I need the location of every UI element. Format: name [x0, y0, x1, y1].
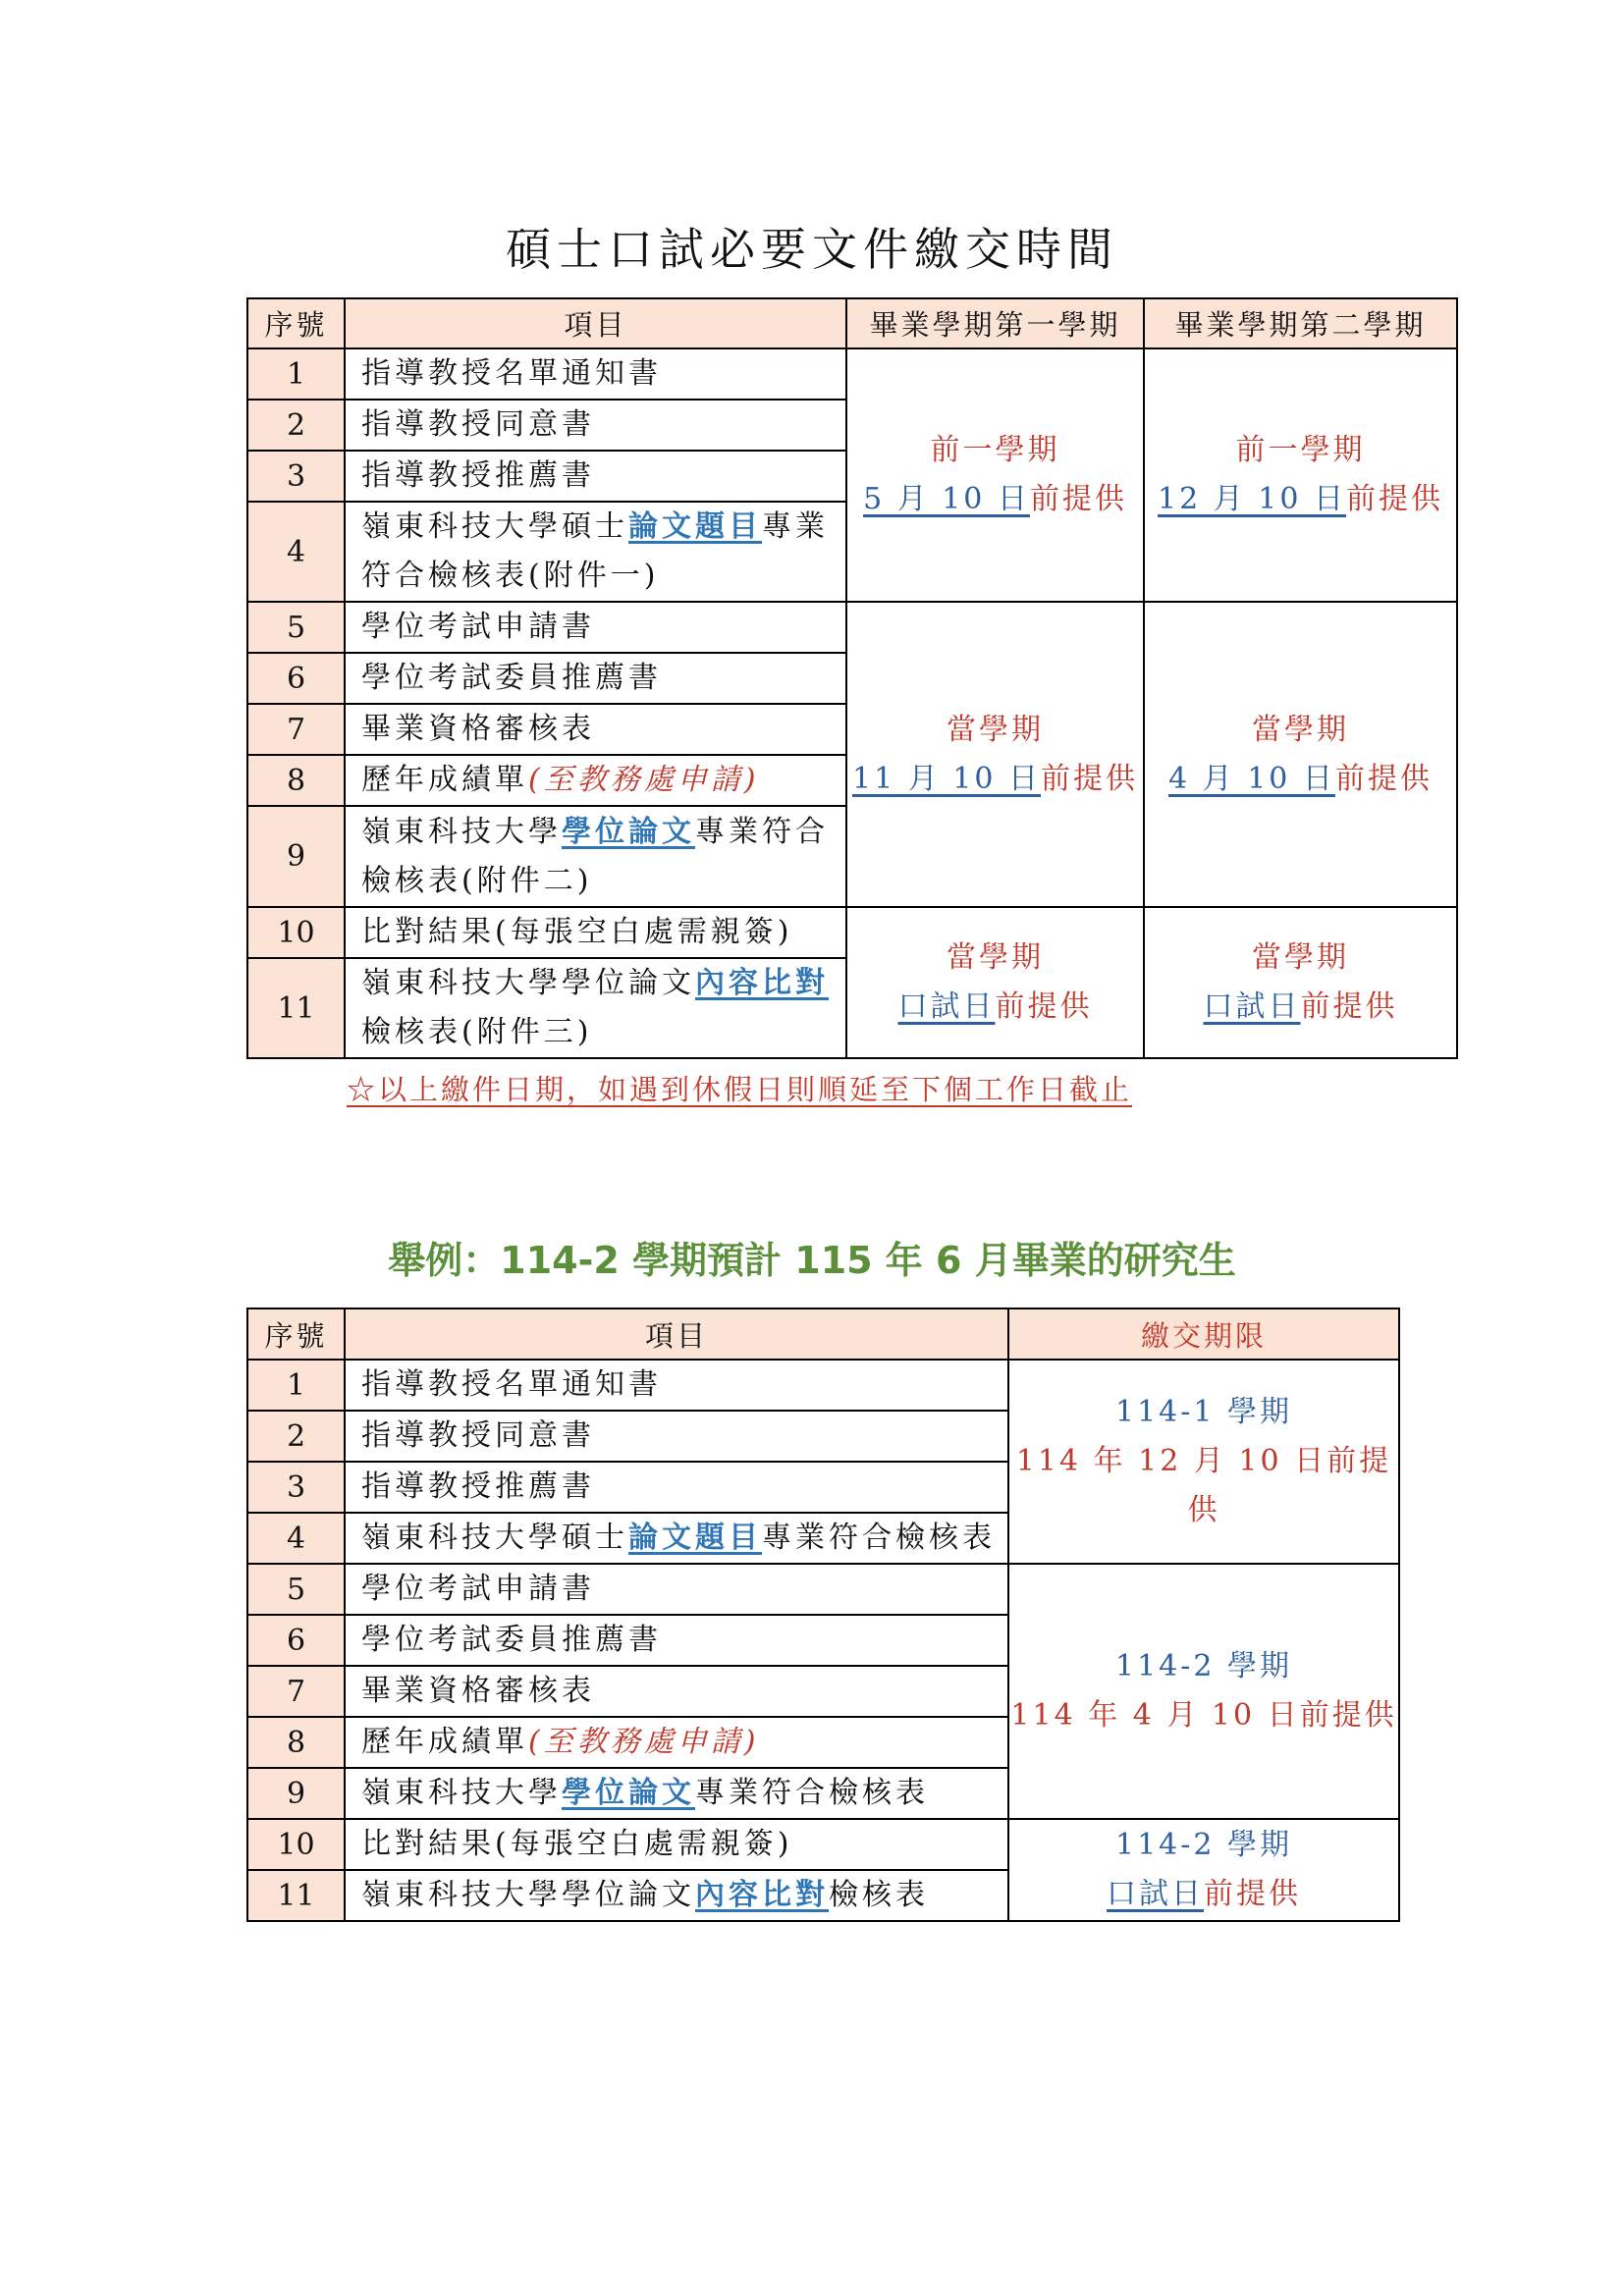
- deadline-first-group1: [846, 348, 1144, 602]
- keyword: 學位論文: [562, 1776, 695, 1810]
- deadline-suffix: 前提供: [1345, 482, 1443, 516]
- deadline-date: 12 月 10 日: [1158, 482, 1346, 516]
- keyword: 學位論文: [562, 814, 695, 849]
- row-item: 嶺東科技大學學位論文內容比對檢核表: [345, 1870, 1008, 1921]
- table-header-row: [247, 1308, 1399, 1360]
- keyword: 論文題目: [628, 509, 762, 544]
- deadline-date: 114 年 4 月 10 日前提供: [1010, 1698, 1397, 1733]
- page-title: 碩士口試必要文件繳交時間: [506, 223, 1118, 276]
- deadline-term: 當學期: [1252, 940, 1349, 975]
- header-deadline: 繳交期限: [1008, 1308, 1399, 1360]
- deadline-second-group3: [1144, 907, 1457, 1058]
- table-header-row: [247, 298, 1457, 348]
- row-item: 嶺東科技大學學位論文內容比對檢核表(附件三): [345, 958, 846, 1058]
- row-number: 7: [247, 704, 345, 755]
- deadline-suffix: 前提供: [1040, 761, 1138, 796]
- deadline-term: 當學期: [947, 712, 1044, 747]
- row-number: 7: [247, 1666, 345, 1717]
- deadline-suffix: 前提供: [1334, 761, 1433, 796]
- deadline-term: 114-2 學期: [1114, 1649, 1293, 1683]
- deadline-date: 口試日: [1107, 1877, 1204, 1911]
- row-number: 1: [247, 1360, 345, 1411]
- deadline-date: 114 年 12 月 10 日前提供: [1015, 1444, 1392, 1527]
- deadline-first-group3: [846, 907, 1144, 1058]
- table-row: [247, 1819, 1399, 1870]
- row-number: 1: [247, 348, 345, 400]
- row-item: 學位考試委員推薦書: [345, 1615, 1008, 1666]
- example-deadline-table: [246, 1308, 1400, 1922]
- deadline-date: 5 月 10 日: [863, 482, 1030, 516]
- row-item: 學位考試委員推薦書: [345, 653, 846, 704]
- row-number: 6: [247, 1615, 345, 1666]
- header-seq: 序號: [247, 1308, 345, 1360]
- row-item: 嶺東科技大學學位論文專業符合檢核表: [345, 1768, 1008, 1819]
- row-number: 11: [247, 1870, 345, 1921]
- table-row: [247, 348, 1457, 400]
- row-item: 嶺東科技大學碩士論文題目專業符合檢核表(附件一): [345, 502, 846, 602]
- keyword: 論文題目: [628, 1521, 762, 1555]
- row-number: 8: [247, 755, 345, 806]
- deadline-second-group2: [1144, 602, 1457, 907]
- row-item: 指導教授推薦書: [345, 451, 846, 502]
- deadline-term: 前一學期: [930, 433, 1060, 467]
- keyword: 內容比對: [695, 1878, 829, 1912]
- header-second-semester: 畢業學期第二學期: [1144, 298, 1457, 348]
- apply-note: (至教務處申請): [528, 763, 760, 797]
- row-number: 10: [247, 907, 345, 958]
- deadline-date: 11 月 10 日: [852, 761, 1041, 796]
- deadline-date: 口試日: [897, 989, 996, 1024]
- row-number: 9: [247, 1768, 345, 1819]
- postpone-note: ☆以上繳件日期，如遇到休假日則順延至下個工作日截止: [347, 1073, 1133, 1106]
- row-item: 畢業資格審核表: [345, 1666, 1008, 1717]
- row-number: 4: [247, 502, 345, 602]
- row-number: 8: [247, 1717, 345, 1768]
- row-item: 歷年成績單(至教務處申請): [345, 755, 846, 806]
- row-number: 5: [247, 1564, 345, 1615]
- row-item: 指導教授同意書: [345, 1411, 1008, 1462]
- row-number: 2: [247, 400, 345, 451]
- deadline-group1: [1008, 1360, 1399, 1564]
- row-number: 2: [247, 1411, 345, 1462]
- row-item: 比對結果(每張空白處需親簽): [345, 907, 846, 958]
- deadline-suffix: 前提供: [1300, 989, 1398, 1024]
- header-first-semester: 畢業學期第一學期: [846, 298, 1144, 348]
- header-seq: 序號: [247, 298, 345, 348]
- apply-note: (至教務處申請): [528, 1725, 760, 1759]
- example-title: 舉例：114-2 學期預計 115 年 6 月畢業的研究生: [388, 1239, 1236, 1282]
- deadline-suffix: 前提供: [995, 989, 1093, 1024]
- header-item: 項目: [345, 1308, 1008, 1360]
- row-item: 歷年成績單(至教務處申請): [345, 1717, 1008, 1768]
- row-number: 6: [247, 653, 345, 704]
- row-item: 比對結果(每張空白處需親簽): [345, 1819, 1008, 1870]
- deadline-term: 當學期: [1252, 712, 1349, 747]
- row-item: 學位考試申請書: [345, 602, 846, 653]
- row-item: 畢業資格審核表: [345, 704, 846, 755]
- row-number: 3: [247, 451, 345, 502]
- row-item: 嶺東科技大學碩士論文題目專業符合檢核表: [345, 1513, 1008, 1564]
- table-row: [247, 602, 1457, 653]
- deadline-date: 口試日: [1203, 989, 1301, 1024]
- deadline-group3: [1008, 1819, 1399, 1921]
- deadline-term: 前一學期: [1235, 433, 1366, 467]
- row-number: 11: [247, 958, 345, 1058]
- row-item: 指導教授名單通知書: [345, 1360, 1008, 1411]
- row-item: 學位考試申請書: [345, 1564, 1008, 1615]
- deadline-second-group1: [1144, 348, 1457, 602]
- row-item: 指導教授同意書: [345, 400, 846, 451]
- row-number: 3: [247, 1462, 345, 1513]
- row-item: 嶺東科技大學學位論文專業符合檢核表(附件二): [345, 806, 846, 907]
- deadline-term: 114-1 學期: [1114, 1395, 1293, 1429]
- table-row: [247, 1564, 1399, 1615]
- deadline-suffix: 前提供: [1029, 482, 1127, 516]
- row-number: 5: [247, 602, 345, 653]
- keyword: 內容比對: [695, 966, 829, 1000]
- row-number: 4: [247, 1513, 345, 1564]
- deadline-table: [246, 297, 1458, 1059]
- deadline-first-group2: [846, 602, 1144, 907]
- header-item: 項目: [345, 298, 846, 348]
- row-item: 指導教授名單通知書: [345, 348, 846, 400]
- row-item: 指導教授推薦書: [345, 1462, 1008, 1513]
- deadline-suffix: 前提供: [1204, 1877, 1301, 1911]
- deadline-group2: [1008, 1564, 1399, 1819]
- table-row: [247, 907, 1457, 958]
- row-number: 10: [247, 1819, 345, 1870]
- deadline-date: 4 月 10 日: [1168, 761, 1335, 796]
- row-number: 9: [247, 806, 345, 907]
- deadline-term: 114-2 學期: [1114, 1828, 1293, 1862]
- deadline-term: 當學期: [947, 940, 1044, 975]
- table-row: [247, 1360, 1399, 1411]
